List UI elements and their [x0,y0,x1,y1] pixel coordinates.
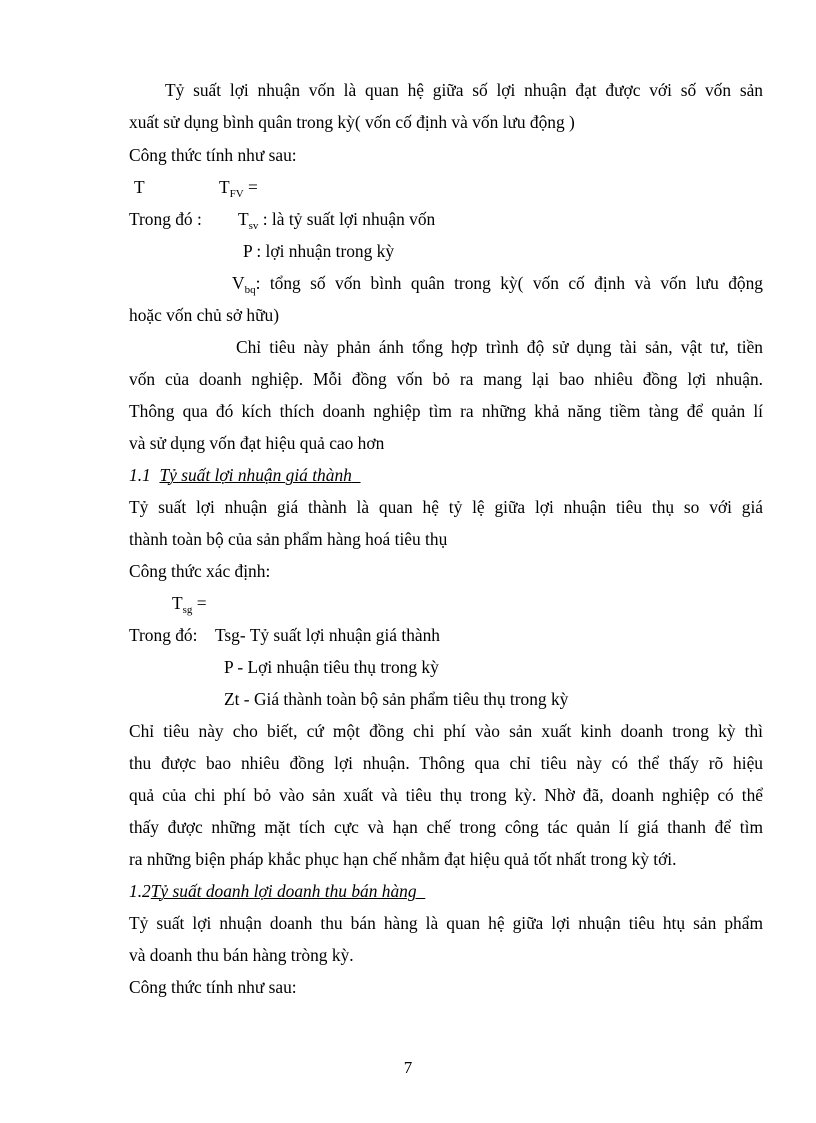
formula-subscript: sg [182,604,193,616]
paragraph-line: thu được bao nhiêu đồng lợi nhuận. Thông qua chỉ tiêu này có thể thấy rõ hiệu [129,753,763,773]
paragraph-line: Tỷ suất lợi nhuận vốn là quan hệ giữa số lợi nhuận đạt được với số vốn sản [165,80,763,100]
def-symbol: V [232,273,245,293]
paragraph-line: hoặc vốn chủ sở hữu) [129,305,279,325]
section-heading [129,464,763,486]
def-text: : là tỷ suất lợi nhuận vốn [258,209,436,229]
def-subscript: bq [244,284,256,296]
def-symbol: T [238,209,249,229]
paragraph-line: và sử dụng vốn đạt hiệu quả cao hơn [129,433,385,453]
definition-tsg: Tsg- Tỷ suất lợi nhuận giá thành [215,625,441,645]
paragraph-line: Tỷ suất lợi nhuận doanh thu bán hàng là quan hệ giữa lợi nhuận tiêu htụ sản phẩm [129,913,763,933]
page-number: 7 [403,1058,413,1077]
formula-left-symbol: T [134,177,145,197]
formula-subscript: FV [229,188,244,200]
formula-equals: = [243,177,258,197]
paragraph-line: xuất sử dụng bình quân trong kỳ( vốn cố định và vốn lưu động ) [129,112,575,132]
paragraph-line: thấy được những mặt tích cực và hạn chế trong công tác quản lí giá thanh để tìm [129,817,763,837]
formula-intro: Công thức xác định: [129,561,271,581]
paragraph-line: Tỷ suất lợi nhuận giá thành là quan hệ tỷ lệ giữa lợi nhuận tiêu thụ so với giá [129,497,763,517]
definition-zt: Zt - Giá thành toàn bộ sản phẩm tiêu thụ trong kỳ [224,689,569,709]
section-number: 1.1 [129,465,151,485]
paragraph-line: Chỉ tiêu này cho biết, cứ một đồng chi phí vào sản xuất kinh doanh trong kỳ thì [129,721,763,741]
def-subscript: sv [248,220,259,232]
section-heading [129,880,763,902]
where-label: Trong đó : [129,209,202,229]
def-text: : tổng số vốn bình quân trong kỳ( vốn cố định và vốn lưu động [255,273,763,293]
formula-tsg [172,592,372,614]
section-number: 1.2 [129,881,151,901]
paragraph-line: Thông qua đó kích thích doanh nghiệp tìm ra những khả năng tiềm tàng để quản lí [129,401,763,421]
formula-intro: Công thức tính như sau: [129,145,297,165]
paragraph-line: quả của chi phí bỏ vào sản xuất và tiêu thụ trong kỳ. Nhờ đã, doanh nghiệp có thể [129,785,763,805]
formula-equals: = [192,593,207,613]
formula-symbol: T [219,177,230,197]
formula-tfv [219,176,419,198]
formula-intro: Công thức tính như sau: [129,977,297,997]
section-title: Tỷ suất lợi nhuận giá thành [159,465,352,485]
paragraph-line: ra những biện pháp khắc phục hạn chế nhằm đạt hiệu quả tốt nhất trong kỳ tới. [129,849,677,869]
definition-p: P : lợi nhuận trong kỳ [243,241,395,261]
paragraph-line: thành toàn bộ của sản phẩm hàng hoá tiêu thụ [129,529,448,549]
formula-symbol: T [172,593,183,613]
paragraph-line: vốn của doanh nghiệp. Mỗi đồng vốn bỏ ra mang lại bao nhiêu đồng lợi nhuận. [129,369,763,389]
definition-vbq [232,272,763,294]
definition-tsv [238,208,638,230]
paragraph-line: Chỉ tiêu này phản ánh tổng hợp trình độ sử dụng tài sản, vật tư, tiền [236,337,763,357]
definition-p: P - Lợi nhuận tiêu thụ trong kỳ [224,657,439,677]
section-title: Tỷ suất doanh lợi doanh thu bán hàng [150,881,417,901]
paragraph-line: và doanh thu bán hàng tròng kỳ. [129,945,354,965]
where-label: Trong đó: [129,625,198,645]
